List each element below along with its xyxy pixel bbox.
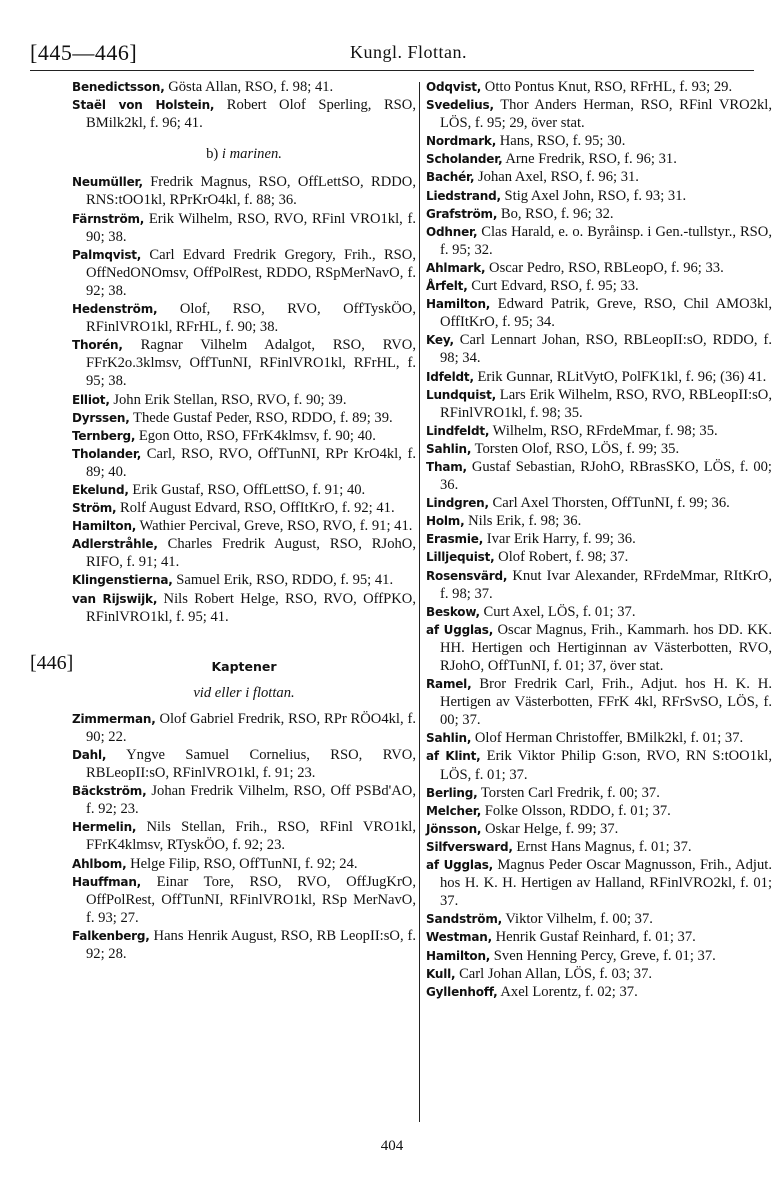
entry-surname: Hermelin,	[72, 820, 137, 835]
entry-surname: Jönsson,	[426, 821, 482, 836]
entry-details: Torsten Carl Fredrik, f. 00; 37.	[477, 784, 660, 801]
entry-details: Wilhelm, RSO, RFrdeMmar, f. 98; 35.	[489, 422, 718, 439]
register-entry	[426, 150, 772, 168]
register-entry	[426, 422, 772, 440]
entry-details: Henrik Gustaf Reinhard, f. 01; 37.	[491, 929, 696, 946]
entry-details: Carl Edvard Fredrik Gregory, Frih., RSO, OffNedONOmsv, OffPolRest, RDDO, RSpMerNavO, f. 92; 38.	[86, 246, 416, 299]
marinen-entries	[72, 173, 416, 625]
entry-surname: Lindfeldt,	[426, 423, 490, 438]
register-entry	[426, 965, 772, 983]
entry-details: Olof Herman Christoffer, BMilk2kl, f. 01; 37.	[471, 730, 744, 747]
register-entry	[426, 512, 772, 530]
entry-details: Erik Gunnar, RLitVytO, PolFK1kl, f. 96; (36) 41.	[473, 368, 767, 385]
register-entry	[72, 210, 416, 246]
register-entry	[72, 517, 416, 535]
register-entry	[426, 910, 772, 928]
section-subtitle: vid eller i flottan.	[193, 684, 295, 701]
register-entry	[72, 300, 416, 336]
entry-surname: Rosensvärd,	[426, 568, 508, 583]
register-entry	[426, 603, 772, 621]
register-entry	[426, 295, 772, 331]
page-number: 404	[380, 1138, 404, 1154]
entry-surname: af Klint,	[426, 749, 481, 764]
entry-surname: Hamilton,	[426, 297, 491, 312]
entry-details: Bror Fredrik Carl, Frih., Adjut. hos H. K. H. Hertigen av Västerbotten, FFrK 4kl, RFrSvSO, LÖS, f. 00; 37.	[440, 676, 772, 729]
subheading-marinen	[72, 145, 416, 163]
register-entry	[72, 427, 416, 445]
entry-surname: Årfelt,	[426, 279, 468, 294]
entry-details: Stig Axel John, RSO, f. 93; 31.	[500, 187, 687, 204]
entry-surname: Kull,	[426, 966, 456, 981]
entry-details: Nils Robert Helge, RSO, RVO, OffPKO, RFinlVRO1kl, f. 95; 41.	[86, 590, 416, 625]
entry-surname: Holm,	[426, 514, 465, 529]
entry-details: Gustaf Sebastian, RJohO, RBrasSKO, LÖS, f. 00; 36.	[440, 458, 772, 494]
entry-details: Erik Gustaf, RSO, OffLettSO, f. 91; 40.	[128, 481, 366, 498]
register-entry	[426, 368, 772, 386]
entry-surname: Thorén,	[72, 338, 123, 353]
entry-surname: Ahlbom,	[72, 856, 127, 871]
header-rule	[30, 70, 754, 71]
entry-details: Johan Fredrik Vilhelm, RSO, Off PSBd'AO, f. 92; 23.	[86, 783, 416, 818]
entry-details: Wathier Percival, Greve, RSO, RVO, f. 91; 41.	[136, 518, 413, 535]
entry-details: Robert Olof Sperling, RSO, BMilk2kl, f. 96; 41.	[86, 97, 416, 132]
entry-surname: af Ugglas,	[426, 622, 494, 637]
register-entry	[72, 78, 416, 96]
entry-surname: Adlerstråhle,	[72, 537, 158, 552]
register-entry	[72, 246, 416, 300]
entry-surname: Lundquist,	[426, 387, 497, 402]
entry-details: Clas Harald, e. o. Byråinsp. i Gen.-tullstyr., RSO, f. 95; 32.	[440, 223, 772, 258]
register-entry	[426, 802, 772, 820]
entry-surname: Tham,	[426, 459, 467, 474]
entry-details: Egon Otto, RSO, FFrK4klmsv, f. 90; 40.	[135, 427, 376, 444]
entry-surname: Lilljequist,	[426, 550, 495, 565]
register-entry	[72, 818, 416, 854]
register-entry	[72, 96, 416, 132]
entry-surname: Neumüller,	[72, 175, 143, 190]
entry-surname: Scholander,	[426, 152, 503, 167]
entry-details: Gösta Allan, RSO, f. 98; 41.	[164, 79, 334, 95]
register-entry	[426, 548, 772, 566]
register-entry	[426, 277, 772, 295]
entry-surname: Bachér,	[426, 170, 475, 185]
entry-surname: Idfeldt,	[426, 369, 474, 384]
entry-details: Lars Erik Wilhelm, RSO, RVO, RBLeopII:sO, RFinlVRO1kl, f. 98; 35.	[440, 386, 772, 421]
section-number: [446]	[30, 651, 74, 674]
right-column	[426, 78, 772, 1001]
entry-surname: Key,	[426, 333, 454, 348]
entry-details: Edward Patrik, Greve, RSO, Chil AMO3kl, OffItKrO, f. 95; 34.	[440, 296, 772, 331]
entry-surname: Tholander,	[72, 446, 142, 461]
register-entry	[426, 223, 772, 259]
page-range-header: [445—446]	[30, 40, 138, 65]
entry-details: Olof, RSO, RVO, OffTyskÖO, RFinlVRO1kl, RFrHL, f. 90; 38.	[86, 301, 416, 336]
register-entry	[426, 621, 772, 675]
entry-surname: Dyrssen,	[72, 410, 130, 425]
entry-details: Curt Edvard, RSO, f. 95; 33.	[467, 278, 639, 295]
entry-details: Axel Lorentz, f. 02; 37.	[497, 983, 638, 1000]
entry-surname: Benedictsson,	[72, 80, 165, 94]
subheading-text: i marinen.	[218, 146, 282, 163]
kaptener-entries	[72, 710, 416, 963]
entry-surname: Grafström,	[426, 206, 498, 221]
register-entry	[72, 927, 416, 963]
register-entry	[72, 746, 416, 782]
entry-details: Fredrik Magnus, RSO, OffLettSO, RDDO, RNS:tOO1kl, RPrKrO4kl, f. 88; 36.	[86, 174, 416, 209]
entry-surname: Nordmark,	[426, 134, 497, 149]
register-entry	[72, 710, 416, 746]
entry-surname: Svedelius,	[426, 98, 494, 113]
entry-details: Charles Fredrik August, RSO, RJohO, RIFO, f. 91; 41.	[86, 536, 416, 571]
entry-details: Oscar Magnus, Frih., Kammarh. hos DD. KK. HH. Hertigen och Hertiginnan av Västerbotten, RVO, RJohO, OffTunNI, f. 01; 37, över stat.	[440, 621, 772, 674]
entry-details: Thor Anders Herman, RSO, RFinl VRO2kl, LÖS, f. 95; 29, över stat.	[440, 97, 772, 132]
entry-surname: Hauffman,	[72, 874, 142, 889]
section-heading	[30, 651, 416, 682]
entry-surname: Elliot,	[72, 392, 110, 407]
entry-surname: Hamilton,	[426, 948, 491, 963]
entry-details: Ernst Hans Magnus, f. 01; 37.	[512, 838, 692, 855]
register-entry	[426, 259, 772, 277]
entry-surname: Ternberg,	[72, 428, 136, 443]
register-entry	[426, 96, 772, 132]
register-entry	[72, 173, 416, 209]
entry-surname: Bäckström,	[72, 784, 147, 799]
entry-details: Thede Gustaf Peder, RSO, RDDO, f. 89; 39.	[129, 409, 393, 426]
register-entry	[426, 983, 772, 1001]
register-entry	[72, 445, 416, 481]
register-entry	[426, 458, 772, 494]
entry-details: Oscar Pedro, RSO, RBLeopO, f. 96; 33.	[485, 259, 724, 276]
entry-surname: Sahlin,	[426, 441, 472, 456]
register-entry	[72, 571, 416, 589]
register-entry	[426, 675, 772, 729]
register-entry	[426, 947, 772, 965]
register-entry	[426, 838, 772, 856]
entry-details: Knut Ivar Alexander, RFrdeMmar, RItKrO, f. 98; 37.	[440, 567, 772, 602]
entry-surname: Ström,	[72, 501, 117, 516]
entry-details: Sven Henning Percy, Greve, f. 01; 37.	[490, 947, 716, 964]
register-entry	[426, 168, 772, 186]
register-entry	[72, 782, 416, 818]
entry-surname: Ahlmark,	[426, 260, 486, 275]
register-entry	[426, 729, 772, 747]
entry-surname: Berling,	[426, 785, 478, 800]
entry-surname: Odhner,	[426, 224, 478, 239]
intro-entries	[72, 78, 416, 132]
register-entry	[72, 499, 416, 517]
entry-details: Carl Johan Allan, LÖS, f. 03; 37.	[455, 965, 653, 982]
entry-details: Arne Fredrik, RSO, f. 96; 31.	[502, 151, 677, 168]
entry-details: Carl Lennart Johan, RSO, RBLeopII:sO, RDDO, f. 98; 34.	[440, 332, 772, 367]
subheading-letter: b)	[206, 146, 219, 163]
section-title: Kaptener	[211, 658, 277, 674]
register-entry	[426, 820, 772, 838]
entry-details: Olof Robert, f. 98; 37.	[494, 549, 629, 566]
register-entry	[72, 336, 416, 390]
entry-surname: Silfversward,	[426, 839, 513, 854]
entry-surname: Westman,	[426, 930, 492, 945]
entry-details: John Erik Stellan, RSO, RVO, f. 90; 39.	[109, 391, 347, 408]
register-entry	[72, 409, 416, 427]
entry-surname: Beskow,	[426, 604, 480, 619]
entry-surname: Gyllenhoff,	[426, 984, 498, 999]
register-entry	[426, 78, 772, 96]
entry-details: Hans Henrik August, RSO, RB LeopII:sO, f. 92; 28.	[86, 927, 416, 963]
entry-surname: Erasmie,	[426, 532, 484, 547]
entry-details: Erik Wilhelm, RSO, RVO, RFinl VRO1kl, f. 90; 38.	[86, 210, 416, 245]
entry-details: Bo, RSO, f. 96; 32.	[497, 205, 614, 222]
entry-surname: Färnström,	[72, 211, 145, 226]
entry-surname: Hamilton,	[72, 519, 137, 534]
register-entry	[72, 855, 416, 873]
entry-details: Helge Filip, RSO, OffTunNI, f. 92; 24.	[126, 855, 358, 872]
column-divider	[419, 82, 420, 1122]
entry-details: Nils Erik, f. 98; 36.	[464, 513, 582, 530]
entry-surname: Hedenström,	[72, 302, 158, 317]
right-entries	[426, 78, 772, 1001]
register-entry	[72, 873, 416, 927]
register-entry	[426, 187, 772, 205]
entry-details: Ragnar Vilhelm Adalgot, RSO, RVO, FFrK2o.3klmsv, OffTunNI, RFinlVRO1kl, RFrHL, f. 95; 38.	[86, 337, 416, 390]
entry-surname: Klingenstierna,	[72, 573, 173, 588]
entry-details: Oskar Helge, f. 99; 37.	[481, 820, 619, 837]
entry-details: Magnus Peder Oscar Magnusson, Frih., Adjut. hos H. K. H. Hertigen av Halland, RFinlVRO2kl, f. 01; 37.	[440, 857, 772, 910]
entry-surname: Sahlin,	[426, 731, 472, 746]
running-title: Kungl. Flottan.	[350, 42, 468, 62]
register-entry	[426, 856, 772, 910]
entry-details: Ivar Erik Harry, f. 99; 36.	[483, 531, 636, 548]
entry-details: Carl Axel Thorsten, OffTunNI, f. 99; 36.	[488, 495, 730, 512]
entry-details: Folke Olsson, RDDO, f. 01; 37.	[481, 802, 671, 819]
entry-details: Einar Tore, RSO, RVO, OffJugKrO, OffPolRest, OffTunNI, RFinlVRO1kl, RSp MerNavO, f. 93; 27.	[86, 873, 416, 926]
entry-surname: Palmqvist,	[72, 247, 142, 262]
register-entry	[426, 747, 772, 783]
entry-details: Hans, RSO, f. 95; 30.	[496, 133, 626, 150]
register-entry	[72, 590, 416, 626]
entry-details: Rolf August Edvard, RSO, OffItKrO, f. 92; 41.	[116, 500, 395, 517]
entry-surname: Zimmerman,	[72, 711, 156, 726]
entry-surname: Lindgren,	[426, 496, 489, 511]
register-entry	[426, 205, 772, 223]
entry-surname: Melcher,	[426, 803, 482, 818]
entry-surname: Ekelund,	[72, 482, 129, 497]
register-entry	[426, 440, 772, 458]
entry-details: Olof Gabriel Fredrik, RSO, RPr RÖO4kl, f. 90; 22.	[86, 710, 416, 745]
entry-surname: Sandström,	[426, 912, 502, 927]
register-entry	[426, 494, 772, 512]
register-entry	[426, 567, 772, 603]
entry-surname: Falkenberg,	[72, 928, 150, 943]
entry-surname: Dahl,	[72, 748, 107, 762]
entry-surname: Staël von Holstein,	[72, 98, 215, 113]
entry-details: Johan Axel, RSO, f. 96; 31.	[474, 169, 639, 186]
entry-details: Carl, RSO, RVO, OffTunNI, RPr KrO4kl, f. 89; 40.	[86, 445, 416, 480]
register-entry	[426, 928, 772, 946]
entry-details: Torsten Olof, RSO, LÖS, f. 99; 35.	[471, 440, 680, 457]
register-entry	[72, 391, 416, 409]
entry-surname: van Rijswijk,	[72, 591, 158, 606]
entry-details: Yngve Samuel Cornelius, RSO, RVO, RBLeopII:sO, RFinlVRO1kl, f. 91; 23.	[86, 747, 416, 782]
left-column	[30, 78, 416, 963]
register-entry	[72, 535, 416, 571]
register-entry	[426, 386, 772, 422]
register-entry	[426, 784, 772, 802]
register-entry	[426, 132, 772, 150]
entry-details: Nils Stellan, Frih., RSO, RFinl VRO1kl, FFrK4klmsv, RTyskÖO, f. 92; 23.	[86, 819, 416, 854]
entry-surname: Liedstrand,	[426, 188, 501, 203]
entry-details: Erik Viktor Philip G:son, RVO, RN S:tOO1kl, LÖS, f. 01; 37.	[440, 748, 772, 783]
entry-details: Samuel Erik, RSO, RDDO, f. 95; 41.	[172, 572, 394, 589]
register-entry	[426, 331, 772, 367]
entry-details: Viktor Vilhelm, f. 00; 37.	[501, 911, 653, 928]
register-entry	[426, 530, 772, 548]
entry-details: Curt Axel, LÖS, f. 01; 37.	[479, 603, 636, 620]
entry-details: Otto Pontus Knut, RSO, RFrHL, f. 93; 29.	[481, 79, 733, 95]
entry-surname: af Ugglas,	[426, 858, 494, 873]
entry-surname: Ramel,	[426, 677, 472, 692]
register-entry	[72, 481, 416, 499]
entry-surname: Odqvist,	[426, 80, 482, 94]
